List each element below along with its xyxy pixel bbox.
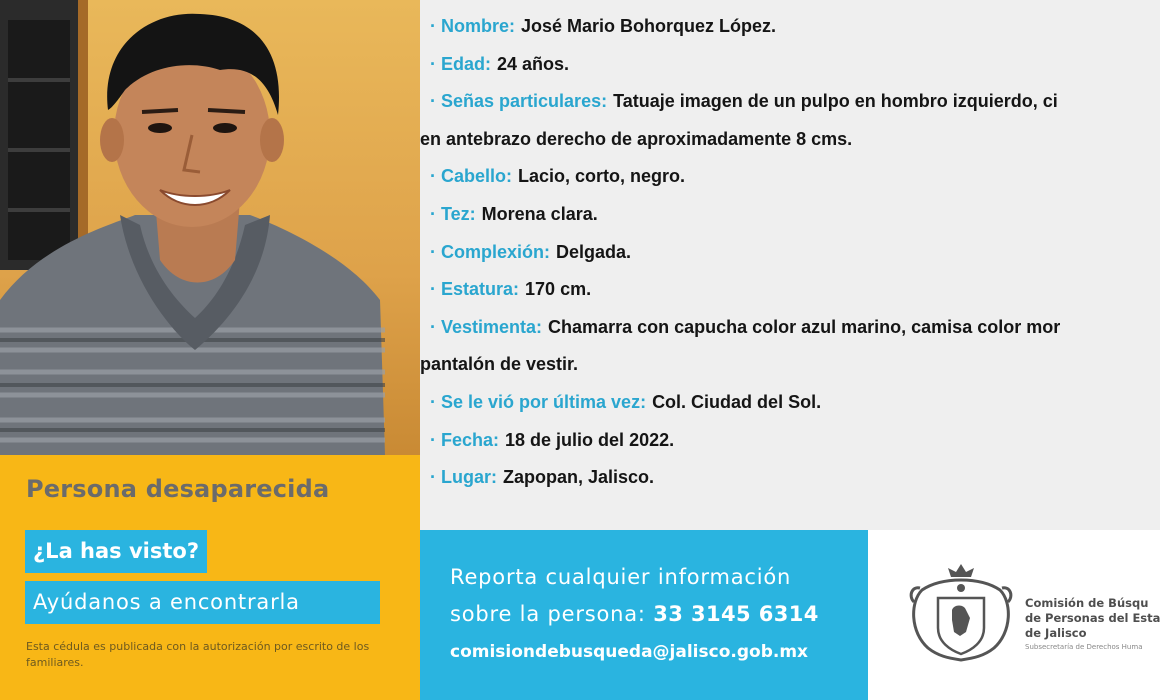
detail-value: Zapopan, Jalisco. xyxy=(503,467,655,488)
authorization-note: Esta cédula es publicada con la autorización por escrito de los familiares. xyxy=(26,640,370,669)
detail-row xyxy=(430,271,1160,309)
detail-row xyxy=(430,196,1160,234)
org-line-2: de Personas del Esta xyxy=(1025,611,1160,625)
detail-value-continuation: en antebrazo derecho de aproximadamente 8 cms. xyxy=(420,128,853,149)
detail-row xyxy=(430,46,1160,84)
bullet-icon: · xyxy=(430,391,436,412)
detail-row xyxy=(430,459,1160,497)
detail-row xyxy=(430,8,1160,46)
phone-number[interactable]: 33 3145 6314 xyxy=(653,602,819,626)
detail-label: Señas particulares: xyxy=(441,91,608,112)
missing-banner xyxy=(0,455,420,700)
detail-label: Lugar: xyxy=(441,467,497,488)
headline: Persona desaparecida xyxy=(26,475,330,503)
report-box xyxy=(420,530,868,700)
jalisco-seal-icon xyxy=(908,562,1014,662)
detail-row xyxy=(430,384,1160,422)
portrait-illustration xyxy=(0,0,420,455)
detail-label: Nombre: xyxy=(441,16,516,36)
missing-person-photo xyxy=(0,0,420,455)
detail-row xyxy=(430,422,1160,460)
detail-row xyxy=(420,309,1160,384)
person-details-panel xyxy=(420,0,1160,530)
bullet-icon: · xyxy=(430,16,436,36)
detail-value: 18 de julio del 2022. xyxy=(505,429,675,450)
detail-label: Fecha: xyxy=(441,429,500,450)
organization-name xyxy=(1025,596,1160,641)
detail-row xyxy=(420,83,1160,158)
detail-label: Estatura: xyxy=(441,279,520,300)
bullet-icon: · xyxy=(430,429,436,450)
detail-value: 24 años. xyxy=(497,53,570,74)
bullet-icon: · xyxy=(430,279,436,300)
org-line-3: de Jalisco xyxy=(1025,626,1087,640)
detail-value: Delgada. xyxy=(556,241,632,262)
report-line-1: Reporta cualquier información xyxy=(450,565,792,589)
detail-label: Edad: xyxy=(441,53,492,74)
question-tag: ¿La has visto? xyxy=(25,530,207,573)
bullet-icon: · xyxy=(430,316,436,337)
detail-value: 170 cm. xyxy=(525,279,592,300)
bullet-icon: · xyxy=(430,241,436,262)
detail-row xyxy=(430,234,1160,272)
bullet-icon: · xyxy=(430,203,436,224)
bullet-icon: · xyxy=(430,53,436,74)
detail-value: Morena clara. xyxy=(481,203,598,224)
detail-label: Cabello: xyxy=(441,166,513,187)
detail-label: Vestimenta: xyxy=(441,316,543,337)
organization-logo-area xyxy=(868,530,1160,700)
detail-label: Tez: xyxy=(441,203,476,224)
org-subline: Subsecretaría de Derechos Huma xyxy=(1025,643,1143,651)
detail-value: Col. Ciudad del Sol. xyxy=(652,391,822,412)
bullet-icon: · xyxy=(430,166,436,187)
detail-value: Chamarra con capucha color azul marino, camisa color mor xyxy=(548,316,1061,337)
org-line-1: Comisión de Búsqu xyxy=(1025,596,1149,610)
detail-value: Lacio, corto, negro. xyxy=(518,166,686,187)
detail-value-continuation: pantalón de vestir. xyxy=(420,354,579,375)
plea-tag: Ayúdanos a encontrarla xyxy=(25,581,380,624)
report-line-2 xyxy=(450,602,819,626)
email-link[interactable]: comisiondebusqueda@jalisco.gob.mx xyxy=(450,642,808,662)
bullet-icon: · xyxy=(430,467,436,488)
detail-value: José Mario Bohorquez López. xyxy=(521,16,777,36)
report-prefix: sobre la persona: xyxy=(450,602,646,626)
detail-label: Complexión: xyxy=(441,241,551,262)
detail-value: Tatuaje imagen de un pulpo en hombro izquierdo, ci xyxy=(613,91,1058,112)
bullet-icon: · xyxy=(430,91,436,112)
detail-label: Se le vió por última vez: xyxy=(441,391,647,412)
detail-row xyxy=(430,158,1160,196)
details-list xyxy=(420,0,1160,497)
